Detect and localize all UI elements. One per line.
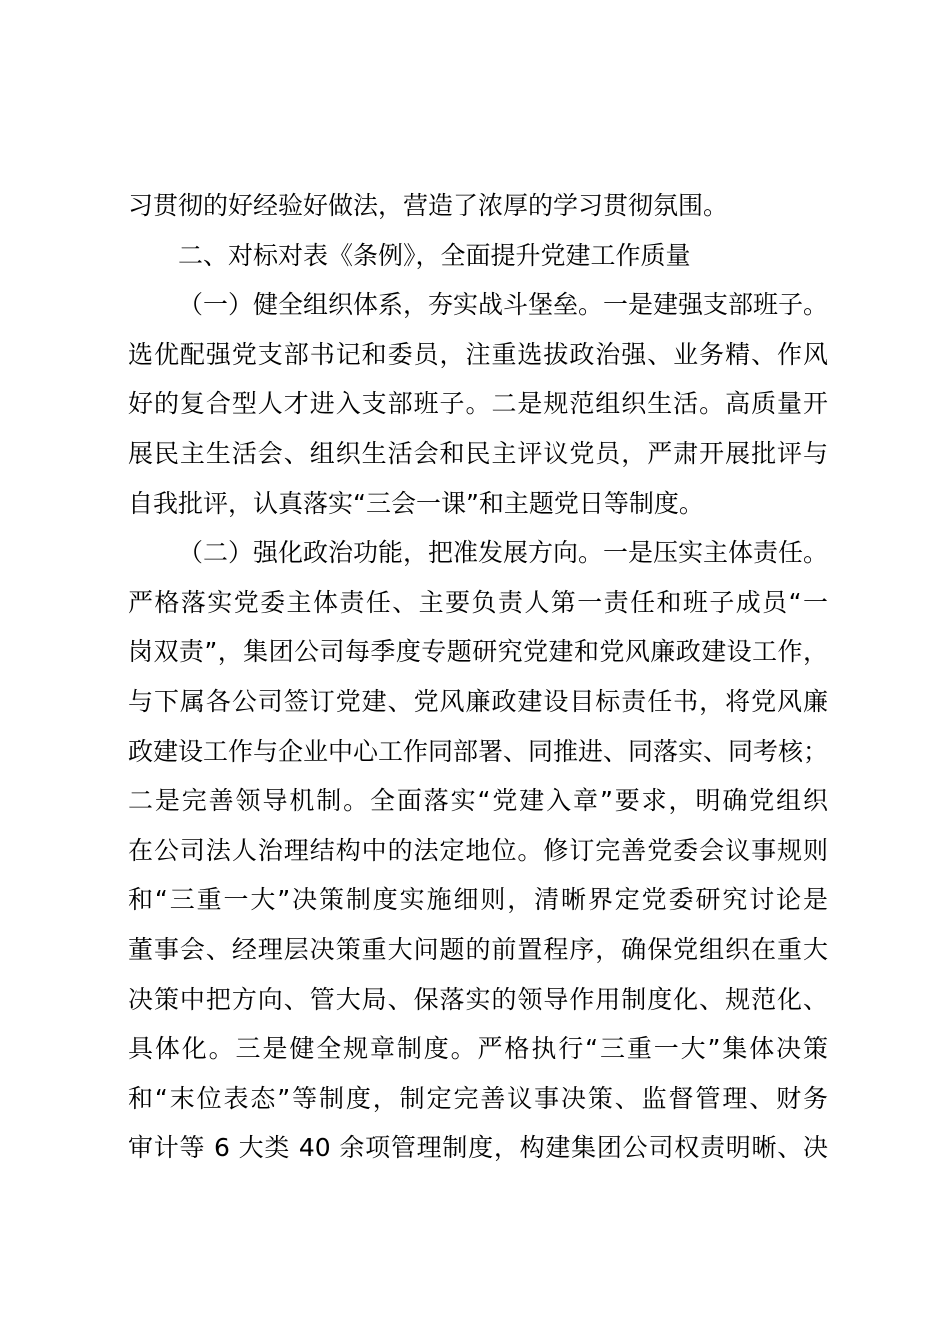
- paragraph-line: 审计等 6 大类 40 余项管理制度，构建集团公司权责明晰、决: [128, 1133, 828, 1163]
- paragraph-line: 和“三重一大”决策制度实施细则，清晰界定党委研究讨论是: [128, 885, 828, 915]
- paragraph-line: （一）健全组织体系，夯实战斗堡垒。一是建强支部班子。: [178, 290, 829, 320]
- paragraph-line: 决策中把方向、管大局、保落实的领导作用制度化、规范化、: [128, 984, 828, 1014]
- paragraph-line: 自我批评，认真落实“三会一课”和主题党日等制度。: [128, 488, 704, 518]
- paragraph-line: 岗双责”，集团公司每季度专题研究党建和党风廉政建设工作，: [128, 637, 828, 667]
- paragraph-line: 政建设工作与企业中心工作同部署、同推进、同落实、同考核；: [128, 736, 829, 766]
- section-heading: 二、对标对表《条例》，全面提升党建工作质量: [178, 240, 691, 270]
- paragraph-line: 展民主生活会、组织生活会和民主评议党员，严肃开展批评与: [128, 438, 828, 468]
- paragraph-line: （二）强化政治功能，把准发展方向。一是压实主体责任。: [178, 538, 829, 568]
- paragraph-line: 二是完善领导机制。全面落实“党建入章”要求，明确党组织: [128, 786, 828, 816]
- body-text: [128, 181, 828, 1173]
- paragraph-line: 董事会、经理层决策重大问题的前置程序，确保党组织在重大: [128, 934, 828, 964]
- paragraph-line: 好的复合型人才进入支部班子。二是规范组织生活。高质量开: [128, 389, 828, 419]
- paragraph-line: 具体化。三是健全规章制度。严格执行“三重一大”集体决策: [128, 1034, 828, 1064]
- paragraph-line: 在公司法人治理结构中的法定地位。修订完善党委会议事规则: [128, 835, 828, 865]
- paragraph-line: 习贯彻的好经验好做法，营造了浓厚的学习贯彻氛围。: [128, 191, 729, 220]
- paragraph-line: 严格落实党委主体责任、主要负责人第一责任和班子成员“一: [128, 587, 828, 617]
- paragraph-line: 与下属各公司签订党建、党风廉政建设目标责任书，将党风廉: [128, 686, 828, 716]
- paragraph-line: 和“末位表态”等制度，制定完善议事决策、监督管理、财务: [128, 1083, 828, 1113]
- paragraph-line: 选优配强党支部书记和委员，注重选拔政治强、业务精、作风: [128, 339, 828, 369]
